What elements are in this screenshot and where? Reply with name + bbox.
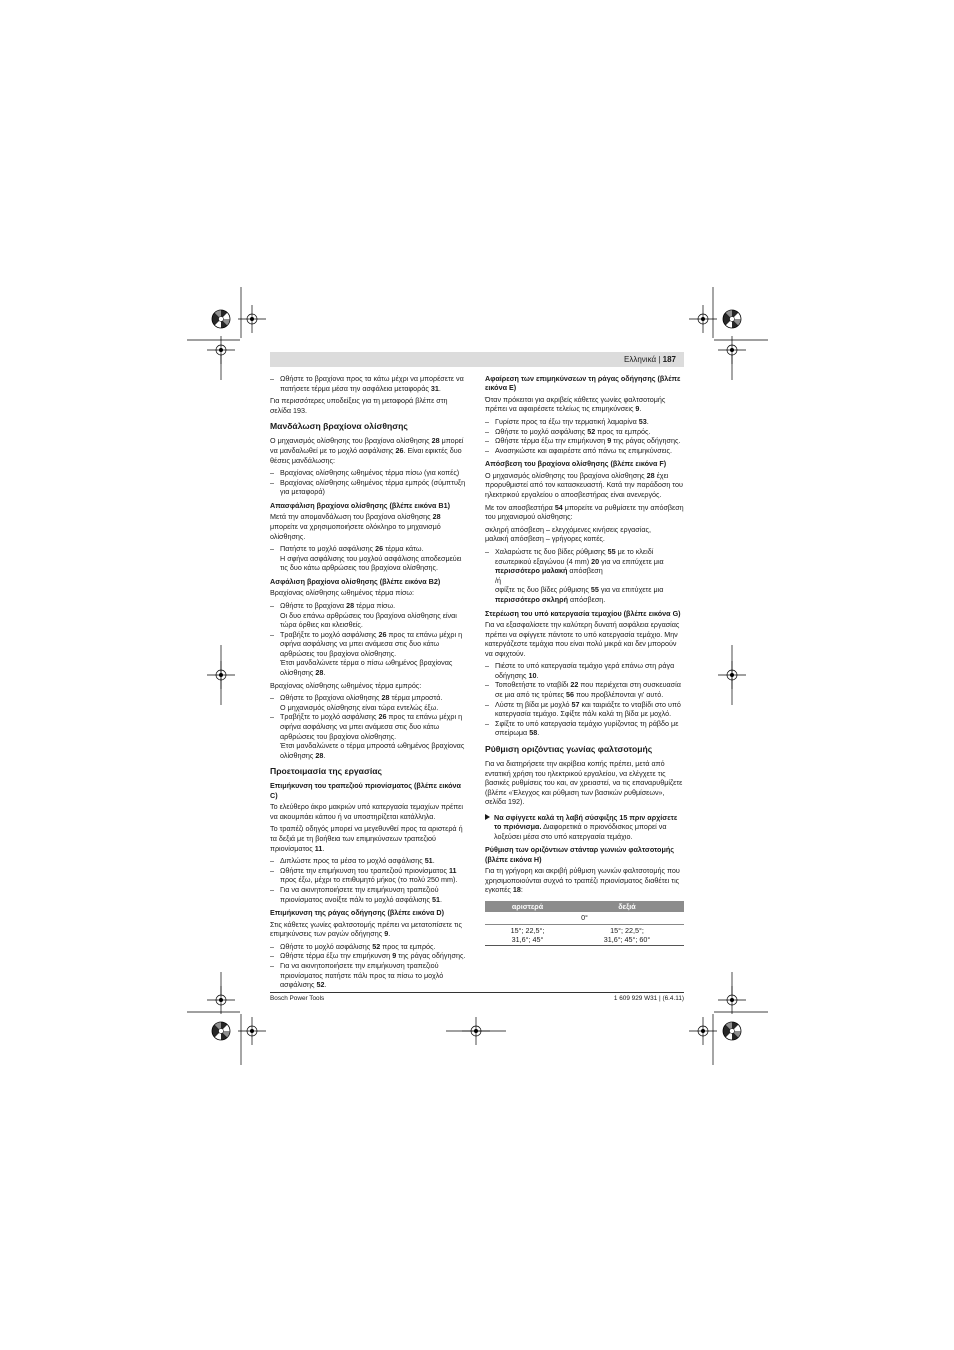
footer-docnum: 1 609 929 W31 | (6.4.11) <box>613 995 684 1002</box>
miter-angle-table <box>485 901 684 947</box>
subsection-title: Αφαίρεση των επιμηκύνσεων τη ράγας οδήγησης (βλέπε εικόνα E) <box>485 374 681 393</box>
subsection-title: Απασφάλιση βραχίονα ολίσθησης (βλέπε εικόνα B1) <box>270 500 450 510</box>
reg-bottom-right <box>689 972 768 1065</box>
section-title: Ρύθμιση οριζόντιας γωνίας φαλτσοτομής <box>485 744 653 755</box>
list-item: – Τραβήξτε το μοχλό ασφάλισης 26 προς τα επάνω μέχρι η σφήνα ασφάλισης να μπει ανάμεσα στις δυο κάτω αρθρώσεις του βραχίονα ολίσθησης. Έτσι μανδαλώνετε ο τέρμα μπροστά ωθημένος βραχίονας ολίσθησης 28. <box>270 712 470 760</box>
list-item: – Ωθήστε το βραχίονα ολίσθησης 28 τέρμα μπροστά. Ο μηχανισμός ολίσθησης είναι τώρα εντελώς έξω. <box>270 693 470 712</box>
paragraph: Για να εξασφαλίσετε την καλύτερη δυνατή ασφάλεια εργασίας πρέπει να σφίγγετε πάντοτε το υπό κατεργασία τεμάχιο. Μην κατεργάζεστε τεμάχια που είναι πολύ μικρά και δεν μπορούν να σφιχτούν. <box>485 619 680 658</box>
intro-list <box>270 374 470 393</box>
intro-paragraph: Για περισσότερες υποδείξεις για τη μεταφορά βλέπε στη σελίδα 193. <box>270 396 448 415</box>
paragraph: Το ελεύθερο άκρο μακριών υπό κατεργασία τεμαχίων πρέπει να ακουμπάει κάπου ή να υποστηρίζεται κατάλληλα. <box>270 802 463 821</box>
list-item: – Ωθήστε το μοχλό ασφάλισης 52 προς τα εμπρός. <box>270 942 470 952</box>
table-header-left: αριστερά <box>485 901 570 912</box>
page-header <box>270 352 684 367</box>
subsection-title: Επιμήκυνση του τραπεζιού πριονίσματος (βλέπε εικόνα C) <box>270 781 461 800</box>
list-item: – Ωθήστε το βραχίονα προς τα κάτω μέχρι να μπορέσετε να πατήσετε τέρμα μέσα την ασφάλεια μεταφοράς 31. <box>270 374 470 393</box>
reg-top-left <box>187 287 266 380</box>
list-item: – Σφίξτε το υπό κατεργασία τεμάχιο γυρίζοντας τη ράβδο με σπείρωμα 58. <box>485 719 685 738</box>
table-header-right: δεξιά <box>570 901 684 912</box>
list-item: – Τοποθετήστε το νταβίδι 22 που περιέχεται στη συσκευασία σε μια από τις τρύπες 56 που προβλέπονται γι' αυτό. <box>485 680 685 699</box>
paragraph: Στις κάθετες γωνίες φαλτσοτομής πρέπει να μετατοπίσετε τις επιμηκύνσεις των ραγών οδήγησης 9. <box>270 919 462 939</box>
left-column <box>270 374 470 993</box>
header-language: Ελληνικά <box>624 355 657 364</box>
header-separator: | <box>658 355 661 364</box>
subsection-title: Στερέωση του υπό κατεργασία τεμαχίου (βλέπε εικόνα G) <box>485 608 681 618</box>
table-header-row <box>485 901 684 912</box>
warning-note: Να σφίγγετε καλά τη λαβή σύσφιξης 15 πριν αρχίσετε το πριόνισμα. Διαφορετικά ο πριονόδισκος μπορεί να λοξεύσει μέσα στο υπό κατεργασία τεμάχιο. <box>485 813 685 841</box>
reg-bottom-left <box>187 972 266 1065</box>
list-item: – Για να ακινητοποιήσετε την επιμήκυνση τραπεζιού πριονίσματος πατήστε πάλι προς τα πίσω το μοχλό ασφάλισης 52. <box>270 961 470 990</box>
list-item: – Γυρίστε προς τα έξω την τερματική λαμαρίνα 53. <box>485 417 685 427</box>
subsection-title: Απόσβεση του βραχίονα ολίσθησης (βλέπε εικόνα F) <box>485 459 667 469</box>
right-column <box>485 374 685 946</box>
bullet-list <box>270 601 470 678</box>
reg-top-right <box>689 287 768 380</box>
paragraph: σκληρή απόσβεση – ελεγχόμενες κινήσεις εργασίας, μαλακή απόσβεση – γρήγορες κοπές. <box>485 524 651 544</box>
bullet-list <box>270 544 470 573</box>
footer-brand: Bosch Power Tools <box>270 995 325 1002</box>
table-cell-right: 15°; 22,5°; 31,6°; 45°; 60° <box>570 924 684 946</box>
table-cell-left: 15°; 22,5°; 31,6°; 45° <box>485 924 570 946</box>
list-item: – Βραχίονας ολίσθησης ωθημένος τέρμα εμπρός (σύμπτυξη για μεταφορά) <box>270 478 470 497</box>
table-cell-center: 0° <box>485 912 684 924</box>
bullet-list <box>485 547 685 605</box>
list-item: – Βραχίονας ολίσθησης ωθημένος τέρμα πίσω (για κοπές) <box>270 468 470 478</box>
paragraph: Βραχίονας ολίσθησης ωθημένος τέρμα εμπρός: <box>270 680 422 690</box>
paragraph: Το τραπέζι οδηγός μπορεί να μεγεθυνθεί προς τα αριστερά ή τα δεξιά με τη βοήθεια των επιμηκύνσεων τραπεζιού πριονίσματος 11. <box>270 824 463 853</box>
warning-arrow-icon <box>485 814 490 820</box>
bullet-list <box>270 693 470 760</box>
list-item: – Πιέστε το υπό κατεργασία τεμάχιο γερά επάνω στη ράγα οδήγησης 10. <box>485 661 685 680</box>
reg-bottom-center <box>446 1017 506 1045</box>
reg-mid-left <box>207 645 235 705</box>
list-item: – Τραβήξτε το μοχλό ασφάλισης 26 προς τα επάνω μέχρι η σφήνα ασφάλισης να μπει ανάμεσα στις δυο κάτω αρθρώσεις του βραχίονα ολίσθησης. Έτσι μανδαλώνετε τέρμα ο πίσω ωθημένος βραχίονας ολίσθησης 28. <box>270 630 470 678</box>
list-item: – Ανασηκώστε και αφαιρέστε από πάνω τις επιμηκύνσεις. <box>485 446 685 456</box>
header-text <box>624 354 676 365</box>
paragraph: Για τη γρήγορη και ακριβή ρύθμιση γωνιών φαλτσοτομής που χρησιμοποιούνται συχνά το τραπέζι πριονίσματος διαθέτει τις εγκοπές 18: <box>485 866 680 895</box>
list-item: – Ωθήστε την επιμήκυνση του τραπεζιού πριονίσματος 11 προς έξω, μέχρι το επιθυμητό μήκος (το πολύ 250 mm). <box>270 866 470 885</box>
paragraph: Βραχίονας ολίσθησης ωθημένος τέρμα πίσω: <box>270 588 415 598</box>
list-item: – Για να ακινητοποιήσετε την επιμήκυνση τραπεζιού πριονίσματος ανοίξτε πάλι το μοχλό ασφάλισης 51. <box>270 885 470 904</box>
bullet-list <box>485 661 685 738</box>
header-page-number: 187 <box>662 355 676 364</box>
list-item: – Ωθήστε το βραχίονα 28 τέρμα πίσω. Οι δυο επάνω αρθρώσεις του βραχίονα ολίσθησης είναι τώρα όρθιες και κλεισθείς. <box>270 601 470 630</box>
section-title: Προετοιμασία της εργασίας <box>270 766 382 777</box>
list-item: – Ωθήστε τέρμα έξω την επιμήκυνση 9 της ράγας οδήγησης. <box>485 436 685 446</box>
list-item: – Διπλώστε προς τα μέσα το μοχλό ασφάλισης 51. <box>270 856 470 866</box>
list-item: – Πατήστε το μοχλό ασφάλισης 26 τέρμα κάτω. Η σφήνα ασφάλισης του μοχλού ασφάλισης αποδεσμεύει τις δυο κάτω αρθρώσεις του βραχίονα ολίσθησης. <box>270 544 470 573</box>
reg-mid-right <box>718 645 746 705</box>
paragraph: Ο μηχανισμός ολίσθησης του βραχίονα ολίσθησης 28 έχει προρυθμιστεί από τον κατασκευαστή. Κατά την παράδοση του ηλεκτρικού εργαλείου ο αποσβεστήρας είναι ανενεργός. <box>485 470 683 499</box>
list-item: – Ωθήστε το μοχλό ασφάλισης 52 προς τα εμπρός. <box>485 427 685 437</box>
footer-divider <box>270 992 684 993</box>
table-row <box>485 912 684 924</box>
paragraph: Ο μηχανισμός ολίσθησης του βραχίονα ολίσθησης 28 μπορεί να μανδαλωθεί με το μοχλό ασφάλισης 26. Είναι εφικτές δυο θέσεις μανδάλωσης: <box>270 436 464 465</box>
bullet-list <box>270 856 470 904</box>
subsection-title: Ρύθμιση των οριζόντιων στάνταρ γωνιών φαλτσοτομής (βλέπε εικόνα H) <box>485 845 674 864</box>
list-item: – Χαλαρώστε τις δυο βίδες ρύθμισης 55 με το κλειδί εσωτερικού εξαγώνου (4 mm) 20 για να επιτύχετε μια περισσότερο μαλακή απόσβεση /ή σφίξτε τις δυο βίδες ρύθμισης 55 για να επιτύχετε μια περισσότερο σκληρή απόσβεση. <box>485 547 685 605</box>
bullet-list <box>270 468 470 497</box>
table-row <box>485 924 684 946</box>
list-item: – Λύστε τη βίδα με μοχλό 57 και ταιριάξτε το νταβίδι στο υπό κατεργασία τεμάχιο. Σφίξτε πάλι καλά τη βίδα με μοχλό. <box>485 700 685 719</box>
paragraph: Με τον αποσβεστήρα 54 μπορείτε να ρυθμίσετε την απόσβεση του μηχανισμού ολίσθησης: <box>485 502 684 522</box>
bullet-list <box>270 942 470 990</box>
bullet-list <box>485 417 685 455</box>
subsection-title: Ασφάλιση βραχίονα ολίσθησης (βλέπε εικόνα B2) <box>270 576 441 586</box>
section-title: Μανδάλωση βραχίονα ολίσθησης <box>270 421 408 432</box>
list-item: – Ωθήστε τέρμα έξω την επιμήκυνση 9 της ράγας οδήγησης. <box>270 951 470 961</box>
subsection-title: Επιμήκυνση της ράγας οδήγησης (βλέπε εικόνα D) <box>270 908 444 918</box>
paragraph: Όταν πρόκειται για ακριβείς κάθετες γωνίες φαλτσοτομής πρέπει να αφαιρέσετε τελείως τις επιμηκύνσεις 9. <box>485 394 666 414</box>
paragraph: Μετά την απομανδάλωση του βραχίονα ολίσθησης 28 μπορείτε να χρησιμοποιήσετε ολόκληρο το μηχανισμό ολίσθησης. <box>270 512 441 541</box>
paragraph: Για να διατηρήσετε την ακρίβεια κοπής πρέπει, μετά από εντατική χρήση του ηλεκτρικού εργαλείου, να ελέγχετε τις βασικές ρυθμίσεις του και, αν χρειαστεί, να τις επαναρυθμίζετε (βλέπε «Έλεγχος και ρύθμιση των βασικών ρυθμίσεων», σελίδα 192). <box>485 759 683 807</box>
